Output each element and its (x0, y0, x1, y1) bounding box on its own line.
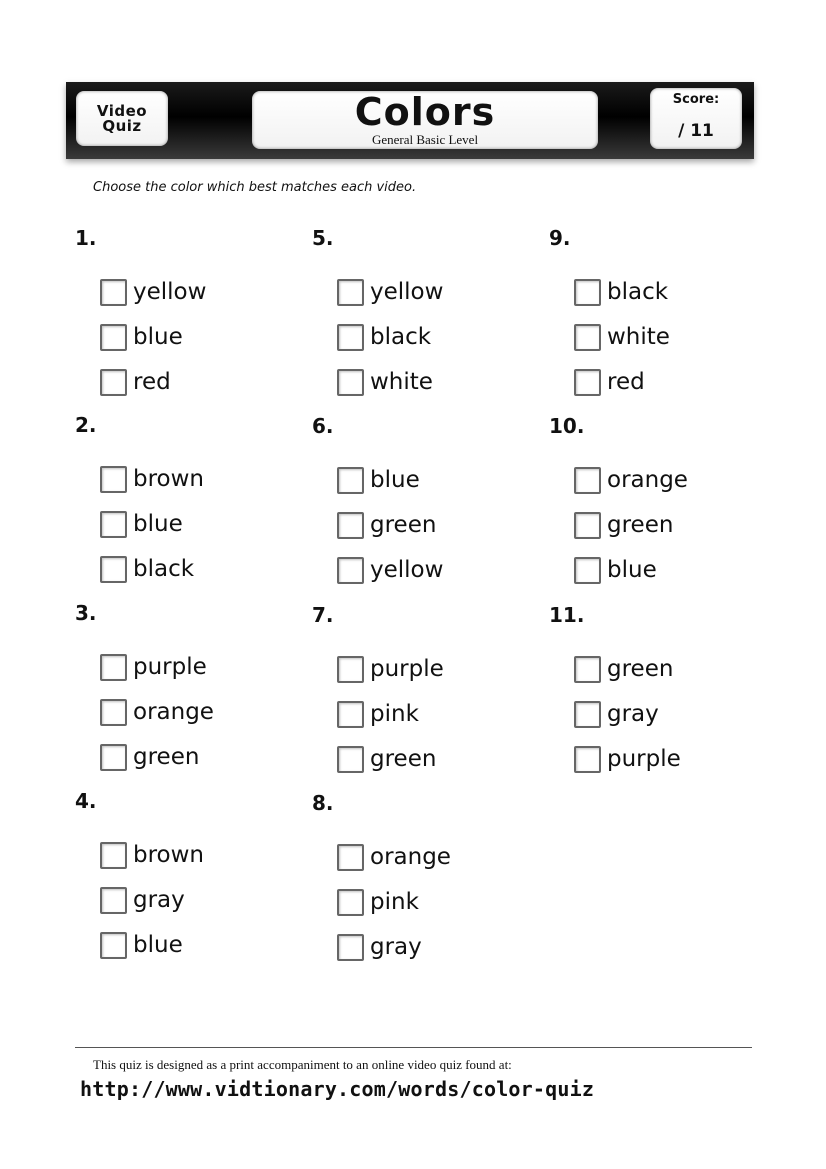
option-label: brown (133, 842, 205, 868)
option-3-c[interactable] (100, 735, 305, 780)
option-9-c[interactable] (574, 360, 779, 405)
option-label: black (133, 556, 195, 582)
checkbox[interactable] (337, 746, 364, 773)
footer-note: This quiz is designed as a print accompaniment to an online video quiz found at: (93, 1057, 512, 1072)
question-number: 4. (75, 789, 97, 813)
checkbox[interactable] (100, 699, 127, 726)
option-5-c[interactable] (337, 360, 542, 405)
option-6-b[interactable] (337, 503, 542, 548)
question-number: 11. (549, 603, 585, 627)
option-8-b[interactable] (337, 880, 542, 925)
option-4-b[interactable] (100, 878, 305, 923)
option-label: green (607, 656, 674, 682)
option-2-a[interactable] (100, 457, 305, 502)
option-label: purple (370, 656, 444, 682)
option-5-a[interactable] (337, 270, 542, 315)
option-label: blue (133, 932, 183, 958)
option-label: black (370, 324, 432, 350)
page-subtitle: General Basic Level (371, 132, 479, 147)
question-3 (75, 601, 305, 780)
question-2 (75, 413, 305, 592)
question-5 (312, 226, 542, 405)
option-2-b[interactable] (100, 502, 305, 547)
option-11-b[interactable] (574, 692, 779, 737)
question-number: 7. (312, 603, 334, 627)
checkbox[interactable] (100, 654, 127, 681)
checkbox[interactable] (100, 324, 127, 351)
checkbox[interactable] (574, 701, 601, 728)
checkbox[interactable] (337, 889, 364, 916)
checkbox[interactable] (574, 279, 601, 306)
checkbox[interactable] (100, 932, 127, 959)
checkbox[interactable] (100, 466, 127, 493)
question-9 (549, 226, 779, 405)
video-quiz-line2: Quiz (102, 116, 142, 135)
video-quiz-line1: Video (96, 101, 148, 120)
checkbox[interactable] (574, 656, 601, 683)
option-6-c[interactable] (337, 548, 542, 593)
option-2-c[interactable] (100, 547, 305, 592)
option-label: red (133, 369, 171, 395)
checkbox[interactable] (337, 467, 364, 494)
option-5-b[interactable] (337, 315, 542, 360)
option-7-c[interactable] (337, 737, 542, 782)
option-label: purple (133, 654, 207, 680)
video-quiz-badge (76, 91, 168, 146)
option-label: blue (133, 511, 183, 537)
title-box (252, 91, 598, 149)
question-number: 3. (75, 601, 97, 625)
option-1-b[interactable] (100, 315, 305, 360)
option-label: black (607, 279, 669, 305)
question-1 (75, 226, 305, 405)
option-9-a[interactable] (574, 270, 779, 315)
question-4 (75, 789, 305, 968)
option-7-b[interactable] (337, 692, 542, 737)
option-label: purple (607, 746, 681, 772)
option-label: red (607, 369, 645, 395)
option-label: pink (370, 701, 419, 727)
option-label: green (370, 512, 437, 538)
option-3-a[interactable] (100, 645, 305, 690)
option-label: green (133, 744, 200, 770)
option-label: orange (370, 844, 451, 870)
option-7-a[interactable] (337, 647, 542, 692)
footer-url: http://www.vidtionary.com/words/color-quiz (80, 1077, 595, 1101)
checkbox[interactable] (574, 324, 601, 351)
option-label: gray (370, 934, 422, 960)
checkbox[interactable] (100, 511, 127, 538)
option-11-c[interactable] (574, 737, 779, 782)
checkbox[interactable] (337, 279, 364, 306)
option-8-a[interactable] (337, 835, 542, 880)
option-10-b[interactable] (574, 503, 779, 548)
question-8 (312, 791, 542, 970)
option-label: green (370, 746, 437, 772)
option-label: orange (607, 467, 688, 493)
checkbox[interactable] (100, 279, 127, 306)
option-4-a[interactable] (100, 833, 305, 878)
option-label: gray (607, 701, 659, 727)
question-11 (549, 603, 779, 782)
question-number: 8. (312, 791, 334, 815)
footer-divider (75, 1047, 752, 1048)
score-label: Score: (672, 92, 720, 107)
option-4-c[interactable] (100, 923, 305, 968)
question-10 (549, 414, 779, 593)
option-label: orange (133, 699, 214, 725)
question-number: 10. (549, 414, 585, 438)
checkbox[interactable] (574, 369, 601, 396)
question-6 (312, 414, 542, 593)
checkbox[interactable] (574, 512, 601, 539)
checkbox[interactable] (100, 369, 127, 396)
option-label: blue (133, 324, 183, 350)
option-10-c[interactable] (574, 548, 779, 593)
instructions: Choose the color which best matches each video. (93, 180, 417, 195)
option-3-b[interactable] (100, 690, 305, 735)
option-label: yellow (370, 279, 444, 305)
checkbox[interactable] (337, 844, 364, 871)
option-label: brown (133, 466, 205, 492)
checkbox[interactable] (100, 556, 127, 583)
option-label: pink (370, 889, 419, 915)
score-total: / 11 (678, 121, 714, 141)
checkbox[interactable] (574, 467, 601, 494)
question-number: 2. (75, 413, 97, 437)
option-label: yellow (370, 557, 444, 583)
checkbox[interactable] (337, 557, 364, 584)
checkbox[interactable] (100, 887, 127, 914)
option-9-b[interactable] (574, 315, 779, 360)
checkbox[interactable] (574, 746, 601, 773)
page-title: Colors (354, 90, 496, 134)
question-7 (312, 603, 542, 782)
option-label: gray (133, 887, 185, 913)
option-label: blue (607, 557, 657, 583)
option-label: green (607, 512, 674, 538)
checkbox[interactable] (337, 656, 364, 683)
checkbox[interactable] (337, 324, 364, 351)
checkbox[interactable] (337, 934, 364, 961)
option-label: yellow (133, 279, 207, 305)
option-6-a[interactable] (337, 458, 542, 503)
option-label: white (607, 324, 670, 350)
option-label: blue (370, 467, 420, 493)
checkbox[interactable] (337, 369, 364, 396)
checkbox[interactable] (100, 744, 127, 771)
checkbox[interactable] (574, 557, 601, 584)
score-box (650, 88, 742, 149)
question-number: 1. (75, 226, 97, 250)
option-1-a[interactable] (100, 270, 305, 315)
option-1-c[interactable] (100, 360, 305, 405)
option-label: white (370, 369, 433, 395)
checkbox[interactable] (337, 701, 364, 728)
question-number: 5. (312, 226, 334, 250)
option-11-a[interactable] (574, 647, 779, 692)
header-bar (66, 82, 754, 159)
checkbox[interactable] (337, 512, 364, 539)
question-number: 9. (549, 226, 571, 250)
checkbox[interactable] (100, 842, 127, 869)
question-number: 6. (312, 414, 334, 438)
option-10-a[interactable] (574, 458, 779, 503)
option-8-c[interactable] (337, 925, 542, 970)
